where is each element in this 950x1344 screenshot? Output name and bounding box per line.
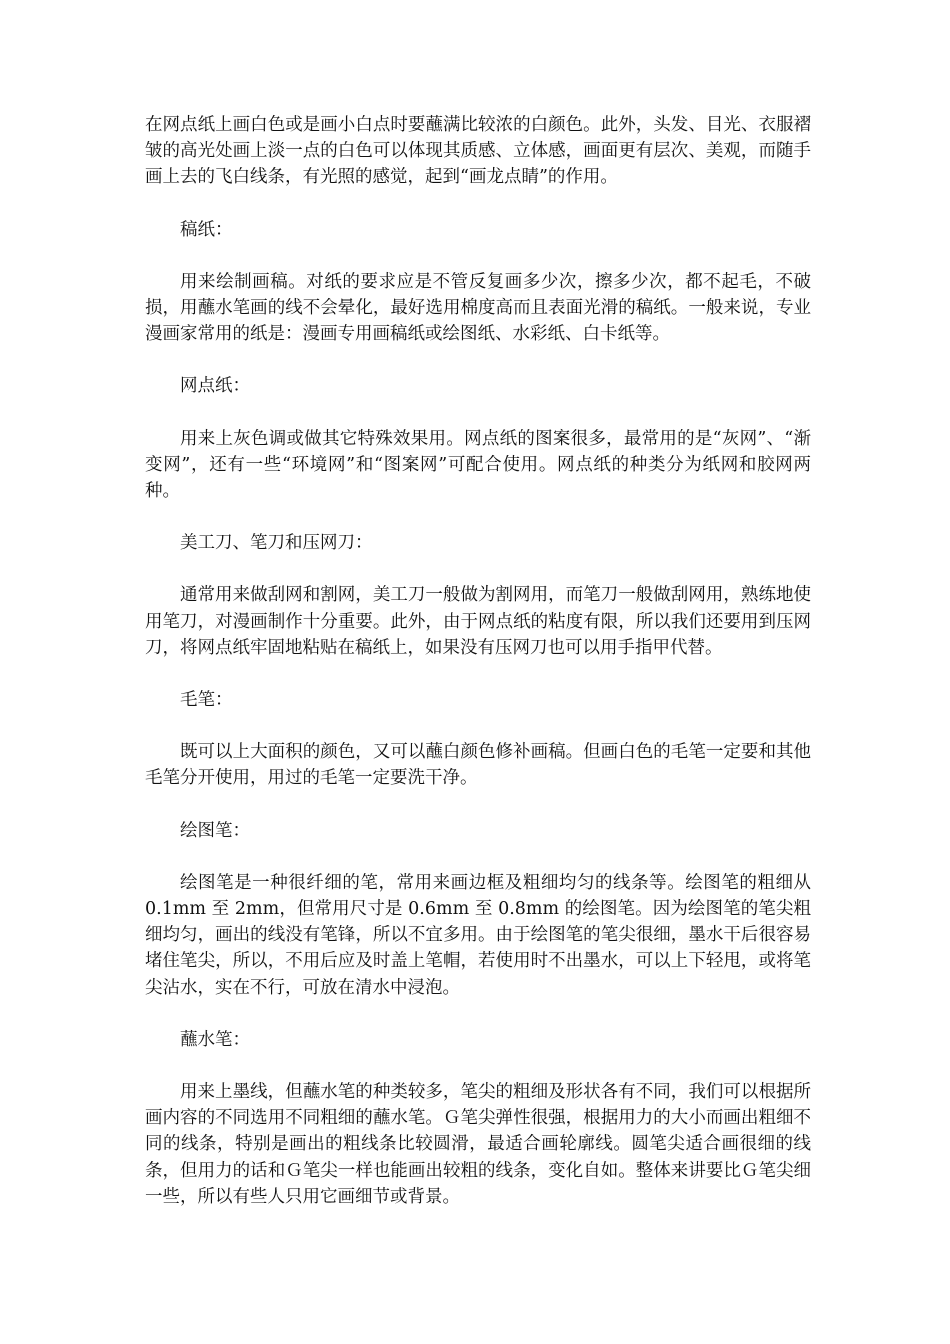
paragraph-gap (145, 713, 811, 739)
paragraph-brush: 既可以上大面积的颜色，又可以蘸白颜色修补画稿。但画白色的毛笔一定要和其他毛笔分开使用，用过的毛笔一定要洗干净。 (145, 742, 811, 789)
paragraph-gap (145, 1053, 811, 1079)
paragraph-knives: 通常用来做刮网和割网，美工刀一般做为割网用，而笔刀一般做刮网用，熟练地使用笔刀，对漫画制作十分重要。此外，由于网点纸的粘度有限，所以我们还要用到压网刀，将网点纸牢固地粘贴在稿纸上，如果没有压网刀也可以用手指甲代替。 (145, 585, 811, 658)
paragraph-gap (145, 347, 811, 373)
heading-screentone: 网点纸： (180, 376, 250, 397)
paragraph-dip-pen: 用来上墨线，但蘸水笔的种类较多，笔尖的粗细及形状各有不同，我们可以根据所画内容的不同选用不同粗细的蘸水笔。Ｇ笔尖弹性很强，根据用力的大小而画出粗细不同的线条，特别是画出的粗线条比较圆滑，最适合画轮廓线。圆笔尖适合画很细的线条，但用力的话和Ｇ笔尖一样也能画出较粗的线条，变化自如。整体来讲要比Ｇ笔尖细一些，所以有些人只用它画细节或背景。 (145, 1082, 811, 1207)
paragraph-gap (145, 844, 811, 870)
heading-knives: 美工刀、笔刀和压网刀： (180, 533, 373, 554)
document-page (145, 112, 811, 1210)
paragraph-white-highlights: 在网点纸上画白色或是画小白点时要蘸满比较浓的白颜色。此外，头发、目光、衣服褶皱的高光处画上淡一点的白色可以体现其质感、立体感，画面更有层次、美观，而随手画上去的飞白线条，有光照的感觉，起到“画龙点睛”的作用。 (145, 115, 811, 188)
paragraph-gap (145, 243, 811, 269)
paragraph-screentone: 用来上灰色调或做其它特殊效果用。网点纸的图案很多，最常用的是“灰网”、“渐变网”，还有一些“环境网”和“图案网”可配合使用。网点纸的种类分为纸网和胶网两种。 (145, 428, 811, 502)
heading-draft-paper: 稿纸： (180, 219, 233, 240)
paragraph-gap (145, 792, 811, 818)
heading-dip-pen: 蘸水笔： (180, 1029, 250, 1050)
heading-brush: 毛笔： (180, 690, 233, 711)
heading-technical-pen: 绘图笔： (180, 820, 250, 841)
paragraph-gap (145, 1001, 811, 1027)
paragraph-gap (145, 400, 811, 426)
paragraph-gap (145, 556, 811, 582)
paragraph-gap (145, 191, 811, 217)
paragraph-gap (145, 504, 811, 530)
paragraph-draft-paper: 用来绘制画稿。对纸的要求应是不管反复画多少次，擦多少次，都不起毛，不破损，用蘸水笔画的线不会晕化，最好选用棉度高而且表面光滑的稿纸。一般来说，专业漫画家常用的纸是：漫画专用画稿纸或绘图纸、水彩纸、白卡纸等。 (145, 271, 811, 345)
paragraph-technical-pen: 绘图笔是一种很纤细的笔，常用来画边框及粗细均匀的线条等。绘图笔的粗细从 0.1mm 至 2mm，但常用尺寸是 0.6mm 至 0.8mm 的绘图笔。因为绘图笔的笔尖粗细均匀，画出的线没有笔锋，所以不宜多用。由于绘图笔的笔尖很细，墨水干后很容易堵住笔尖，所以，不用后应及时盖上笔帽，若使用时不出墨水，可以上下轻甩，或将笔尖沾水，实在不行，可放在清水中浸泡。 (145, 872, 811, 998)
paragraph-gap (145, 661, 811, 687)
